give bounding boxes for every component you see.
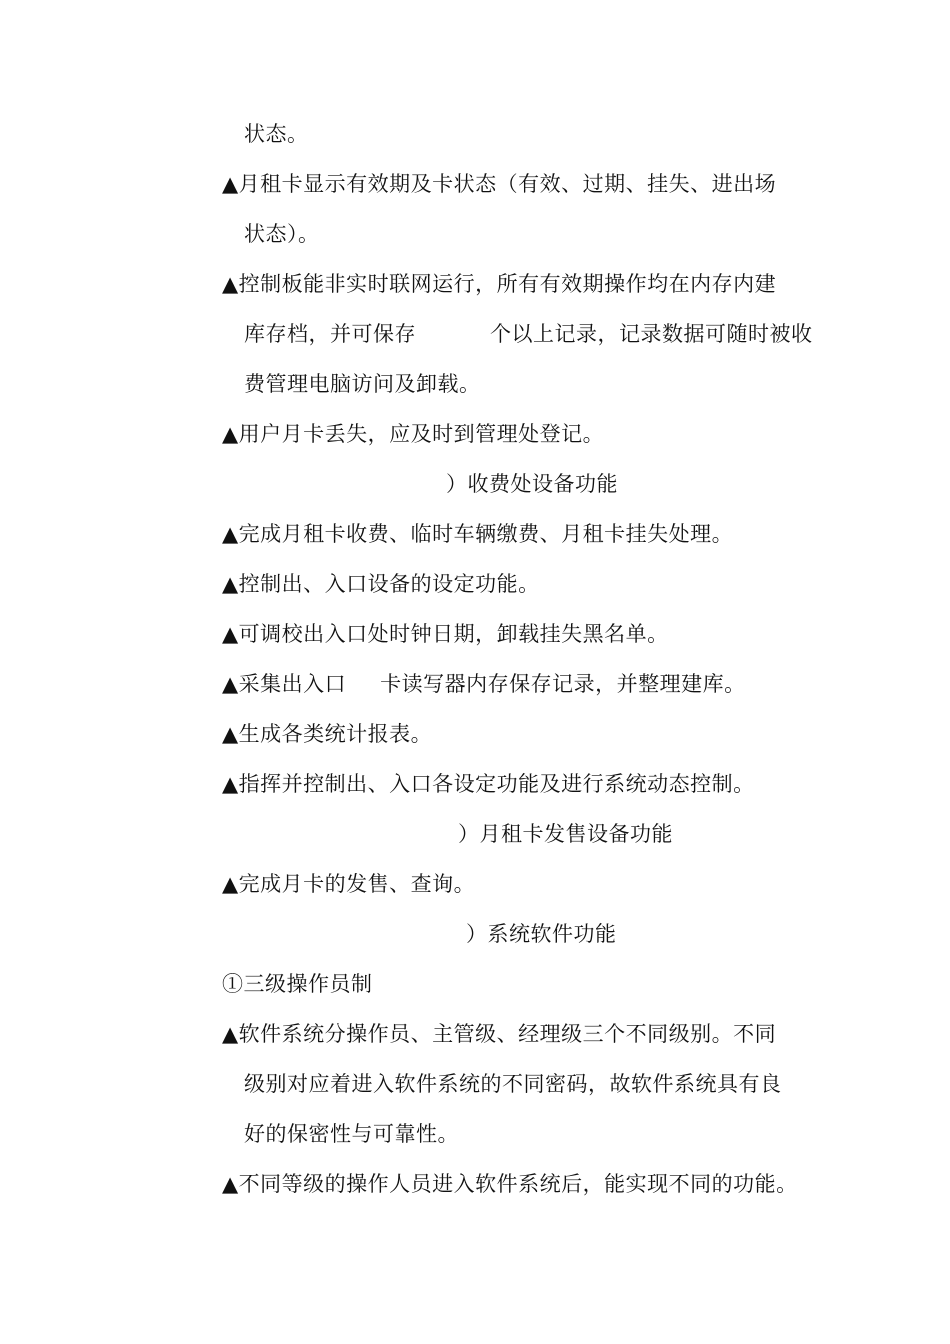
triangle-bullet-icon: ▲ [222,422,239,446]
section-heading: ）收费处设备功能 [446,472,618,496]
triangle-bullet-icon: ▲ [222,1172,239,1196]
triangle-bullet-icon: ▲ [222,272,239,296]
text-line: 状态。 [244,122,309,146]
bullet-item: ▲完成月租卡收费、临时车辆缴费、月租卡挂失处理。 [222,522,734,546]
bullet-item: ▲用户月卡丢失，应及时到管理处登记。 [222,422,605,446]
subheading: ①三级操作员制 [222,972,373,996]
triangle-bullet-icon: ▲ [222,172,239,196]
text-line: 好的保密性与可靠性。 [244,1122,459,1146]
text-line: 费管理电脑访问及卸载。 [244,372,481,396]
triangle-bullet-icon: ▲ [222,572,239,596]
bullet-item: ▲不同等级的操作人员进入软件系统后，能实现不同的功能。 [222,1172,798,1196]
text-line: 级别对应着进入软件系统的不同密码，故软件系统具有良 [244,1072,782,1096]
triangle-bullet-icon: ▲ [222,672,239,696]
text-line: 状态）。 [244,222,320,246]
triangle-bullet-icon: ▲ [222,522,239,546]
bullet-item: ▲控制板能非实时联网运行，所有有效期操作均在内存内建 [222,272,777,296]
bullet-item: ▲可调校出入口处时钟日期，卸载挂失黑名单。 [222,622,669,646]
triangle-bullet-icon: ▲ [222,772,239,796]
triangle-bullet-icon: ▲ [222,872,239,896]
bullet-item: ▲控制出、入口设备的设定功能。 [222,572,540,596]
section-heading: ）系统软件功能 [466,922,617,946]
text-line: 库存档，并可保存 个以上记录，记录数据可随时被收 [244,322,813,346]
bullet-item: ▲生成各类统计报表。 [222,722,433,746]
bullet-item: ▲指挥并控制出、入口各设定功能及进行系统动态控制。 [222,772,755,796]
triangle-bullet-icon: ▲ [222,622,239,646]
bullet-item: ▲完成月卡的发售、查询。 [222,872,476,896]
bullet-item: ▲软件系统分操作员、主管级、经理级三个不同级别。不同 [222,1022,777,1046]
triangle-bullet-icon: ▲ [222,1022,239,1046]
triangle-bullet-icon: ▲ [222,722,239,746]
bullet-item: ▲月租卡显示有效期及卡状态（有效、过期、挂失、进出场 [222,172,777,196]
bullet-item: ▲采集出入口 卡读写器内存保存记录，并整理建库。 [222,672,746,696]
section-heading: ）月租卡发售设备功能 [458,822,673,846]
